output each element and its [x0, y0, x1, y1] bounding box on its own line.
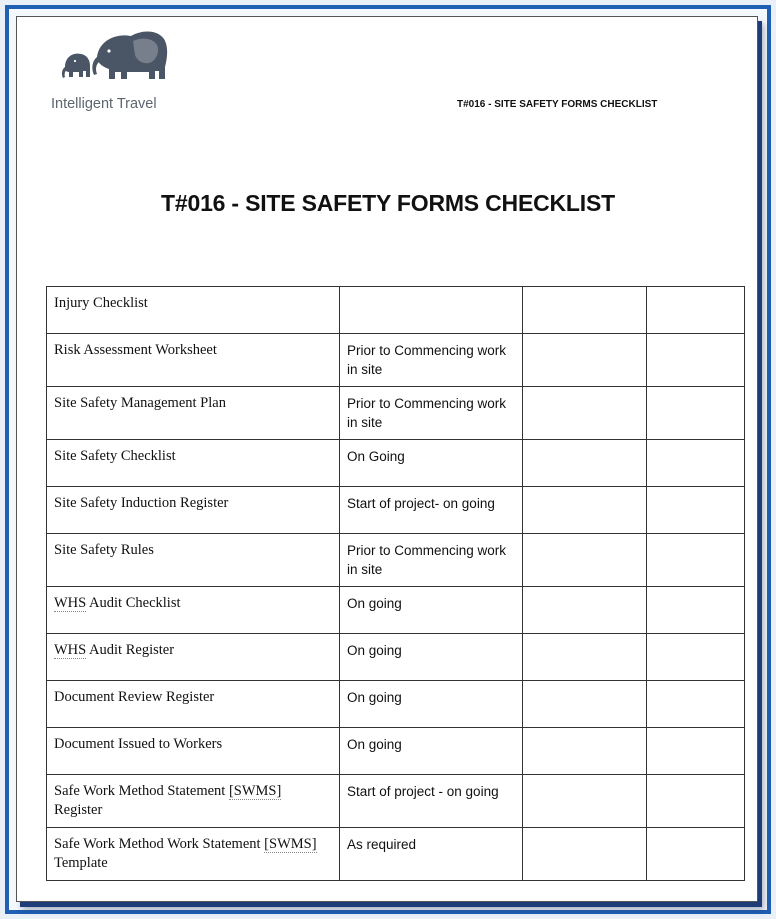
- abbreviation: [SWMS]: [228, 783, 282, 799]
- timing-cell: On going: [340, 634, 523, 681]
- form-name-cell: Risk Assessment Worksheet: [47, 334, 340, 387]
- table-row: [47, 487, 745, 534]
- form-name-cell: [47, 828, 340, 881]
- table-row: [47, 387, 745, 440]
- form-name-cell: Site Safety Management Plan: [47, 387, 340, 440]
- blank-cell: [523, 681, 647, 728]
- form-name-cell: Site Safety Induction Register: [47, 487, 340, 534]
- abbreviation: WHS: [54, 595, 87, 611]
- form-name-text: Audit Checklist: [86, 595, 181, 611]
- timing-cell: Prior to Commencing work in site: [340, 334, 523, 387]
- blank-cell: [647, 534, 745, 587]
- table-row: [47, 287, 745, 334]
- form-name-text: Safe Work Method Work Statement: [54, 836, 265, 852]
- timing-cell: On Going: [340, 440, 523, 487]
- abbreviation: [SWMS]: [264, 836, 317, 852]
- blank-cell: [523, 334, 647, 387]
- abbreviation: WHS: [54, 642, 87, 658]
- header-title: T#016 - SITE SAFETY FORMS CHECKLIST: [457, 99, 658, 110]
- form-name-cell: Site Safety Checklist: [47, 440, 340, 487]
- timing-cell: Prior to Commencing work in site: [340, 534, 523, 587]
- form-name-cell: Document Issued to Workers: [47, 728, 340, 775]
- checklist-table: [46, 286, 745, 881]
- timing-cell: On going: [340, 587, 523, 634]
- blank-cell: [523, 534, 647, 587]
- timing-cell: As required: [340, 828, 523, 881]
- form-name-cell: Injury Checklist: [47, 287, 340, 334]
- blank-cell: [647, 334, 745, 387]
- form-name-cell: [47, 634, 340, 681]
- table-row: [47, 334, 745, 387]
- blank-cell: [647, 587, 745, 634]
- form-name-cell: Site Safety Rules: [47, 534, 340, 587]
- blank-cell: [647, 681, 745, 728]
- timing-cell: Prior to Commencing work in site: [340, 387, 523, 440]
- document-title: T#016 - SITE SAFETY FORMS CHECKLIST: [161, 190, 615, 216]
- form-name-cell: Document Review Register: [47, 681, 340, 728]
- blank-cell: [647, 728, 745, 775]
- blank-cell: [523, 487, 647, 534]
- timing-cell: On going: [340, 728, 523, 775]
- blank-cell: [523, 634, 647, 681]
- table-row: [47, 681, 745, 728]
- form-name-cell: [47, 587, 340, 634]
- blank-cell: [523, 287, 647, 334]
- blank-cell: [523, 587, 647, 634]
- blank-cell: [523, 387, 647, 440]
- timing-cell: On going: [340, 681, 523, 728]
- table-row: [47, 534, 745, 587]
- elephants-icon: [57, 27, 177, 89]
- blank-cell: [523, 728, 647, 775]
- timing-cell: Start of project- on going: [340, 487, 523, 534]
- blank-cell: [523, 775, 647, 828]
- blank-cell: [523, 828, 647, 881]
- table-row: [47, 634, 745, 681]
- blank-cell: [523, 440, 647, 487]
- table-row: [47, 728, 745, 775]
- form-name-cell: [47, 775, 340, 828]
- form-name-text: Safe Work Method Statement: [54, 783, 229, 799]
- form-name-text: Register: [54, 802, 103, 818]
- brand-logo: [51, 27, 181, 112]
- blank-cell: [647, 440, 745, 487]
- form-name-text: Audit Register: [86, 642, 175, 658]
- timing-cell: Start of project - on going: [340, 775, 523, 828]
- blank-cell: [647, 775, 745, 828]
- brand-name: Intelligent Travel: [51, 96, 157, 112]
- form-name-text: Template: [54, 855, 108, 871]
- blank-cell: [647, 828, 745, 881]
- blank-cell: [647, 487, 745, 534]
- document-page: [16, 16, 758, 902]
- timing-cell: [340, 287, 523, 334]
- table-row: [47, 440, 745, 487]
- blank-cell: [647, 287, 745, 334]
- table-row: [47, 775, 745, 828]
- blank-cell: [647, 634, 745, 681]
- table-row: [47, 587, 745, 634]
- blank-cell: [647, 387, 745, 440]
- table-row: [47, 828, 745, 881]
